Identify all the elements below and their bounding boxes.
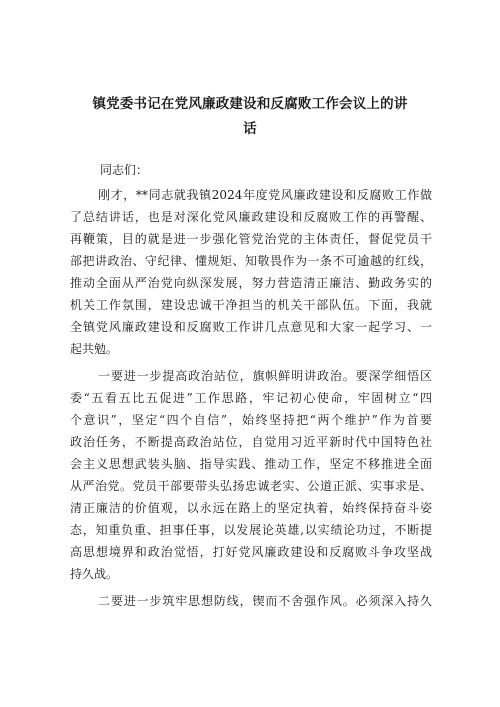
paragraph-line: 委“五看五比五促进”工作思路，牢记初心使命，牢固树立“四 [70,391,432,405]
paragraph-line: 高思想境界和政治觉悟，打好党风廉政建设和反腐败斗争攻坚战 [70,545,432,559]
paragraph-line: 持久战。 [70,567,119,581]
paragraph-line: 再鞭策，目的就是进一步强化管党治党的主体责任，督促党员干 [70,232,432,246]
document-title-line-1: 镇党委书记在党风廉政建设和反腐败工作会议上的讲 [92,96,408,112]
paragraph-line: 起共勉。 [70,342,119,356]
document-title-line-2: 话 [243,121,257,137]
paragraph-line: 全镇党风廉政建设和反腐败工作讲几点意见和大家一起学习、一 [70,320,432,334]
paragraph-line: 清正廉洁的价值观，以永远在路上的坚定执着，始终保持奋斗姿 [70,501,432,515]
paragraph-line: 从严治党。党员干部要带头弘扬忠诚老实、公道正派、实事求是、 [70,479,432,493]
paragraph-line: 二要进一步筑牢思想防线，锲而不舍强作风。必须深入持久 [98,594,432,608]
paragraph-line: 态，知重负重、担事任事，以发展论英雄,以实绩论功过，不断提 [70,523,432,537]
paragraph-line: 推动全面从严治党向纵深发展，努力营造清正廉洁、勤政务实的 [70,276,432,290]
paragraph-line: 个意识”，坚定“四个自信”，始终坚持把“两个维护”作为首要 [70,413,432,427]
paragraph-line: 会主义思想武装头脑、指导实践、推动工作，坚定不移推进全面 [70,457,432,471]
paragraph-line: 机关工作氛围，建设忠诚干净担当的机关干部队伍。下面，我就 [70,298,432,312]
paragraph-line: 了总结讲话，也是对深化党风廉政建设和反腐败工作的再警醒、 [70,210,432,224]
paragraph-line: 政治任务，不断提高政治站位，自觉用习近平新时代中国特色社 [70,435,432,449]
paragraph-line: 刚才，**同志就我镇2024年度党风廉政建设和反腐败工作做 [98,188,432,202]
paragraph-line: 部把讲政治、守纪律、懂规矩、知敬畏作为一条不可逾越的红线， [70,254,432,268]
paragraph-line: 一要进一步提高政治站位，旗帜鲜明讲政治。要深学细悟区 [98,369,432,383]
salutation: 同志们： [100,163,149,177]
